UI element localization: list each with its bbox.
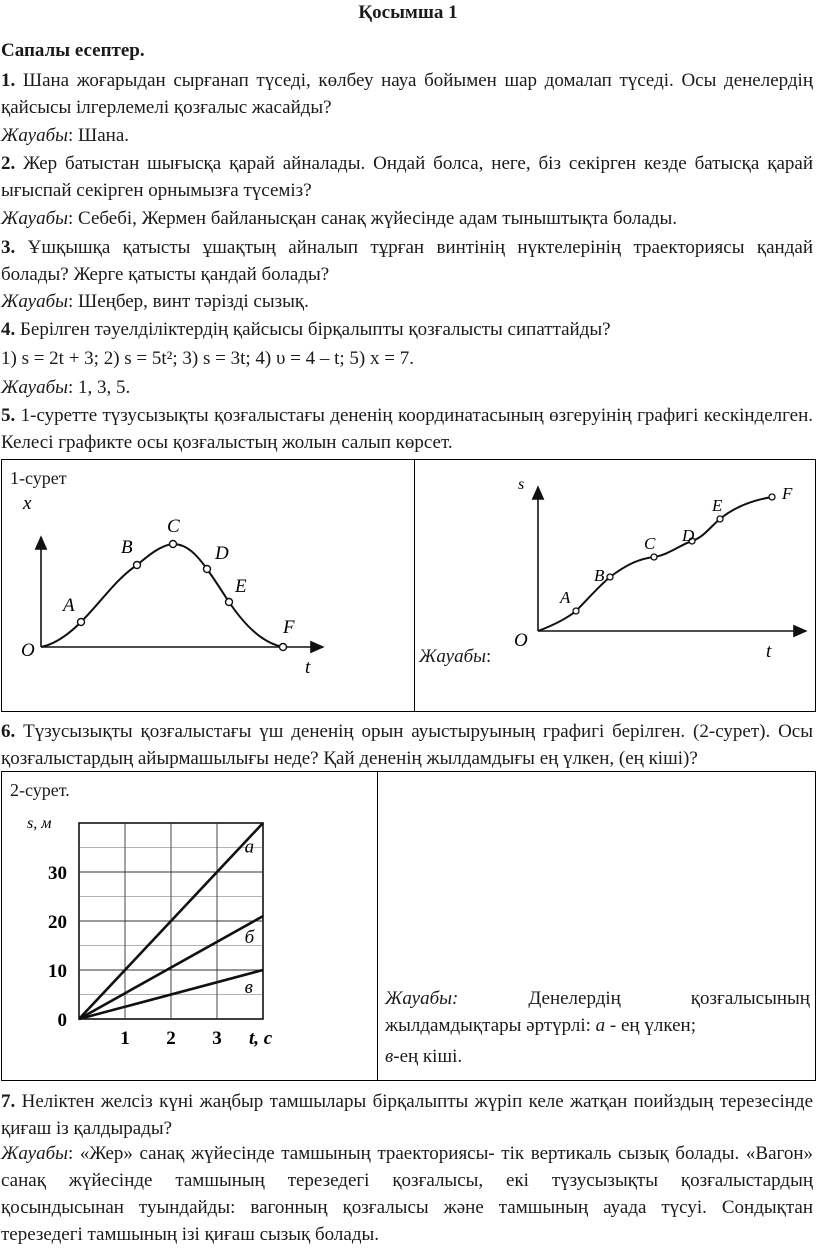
answer-6-text-1b: қозғалысының [690, 988, 810, 1009]
question-1-number: 1. [1, 70, 16, 91]
question-6-text: Түзусызықты қозғалыстағы үш дененің орын ауыстыруының графигі берілген. (2-сурет). Осы қозғалыстардың айырмашылығы неде? Қай дененің жылдамдығы ең үлкен, (ең кіші)? [1, 721, 814, 769]
figure-1-point-marker [134, 562, 141, 569]
figure-2-y-tick-label: 30 [48, 863, 67, 884]
answer-3-text: : Шеңбер, винт тәрізді сызық. [68, 291, 309, 312]
answer-2-text: : Себебі, Жермен байланысқан санақ жүйесінде адам тыныштықта болады. [68, 208, 677, 229]
figure-2-y-tick-label: 20 [48, 912, 67, 933]
figure-1-point-label: F [283, 617, 295, 638]
answer-5-text: : [486, 646, 492, 667]
question-1-text: Шана жоғарыдан сырғанап түседі, көлбеу науа бойымен шар домалап түседі. Осы денелердің қайсысы ілгерлемелі қозғалыс жасайды? [1, 70, 814, 118]
answer-6-v: в [385, 1046, 394, 1067]
answer-5-chart [414, 459, 816, 712]
answer-6-v-text: -ең кіші. [393, 1046, 463, 1067]
figure-1-x-label: t [305, 657, 311, 678]
answer-5-x-label: t [766, 641, 772, 662]
question-7-text: Неліктен желсіз күні жаңбыр тамшылары бірқалыпты жүріп келе жатқан поийздың терезесінде қиғаш із қалдырады? [1, 1091, 814, 1139]
question-3-text: Ұшқышқа қатысты ұшақтың айналып тұрған винтінің нүктелерінің траекториясы қандай болады? Жерге қатысты қандай болады? [1, 237, 813, 285]
answer-5-point-marker [573, 608, 579, 614]
answer-3-label: Жауабы [1, 291, 69, 312]
answer-4-text: : 1, 3, 5. [68, 377, 131, 398]
figure-2-y-tick-label: 0 [57, 1010, 67, 1031]
answer-2 [1, 205, 813, 232]
figure-1-point-marker [170, 541, 177, 548]
answer-6 [385, 985, 810, 1070]
figure-2-series-label: а [244, 836, 255, 858]
answer-6-a: а [595, 1015, 606, 1036]
answer-1-text: : Шана. [68, 125, 129, 146]
answer-3 [1, 288, 813, 315]
answer-6-label: Жауабы: [385, 988, 459, 1009]
figure-2-x-label: t, с [249, 1028, 273, 1049]
page-title: Қосымша 1 [358, 2, 458, 23]
question-4-number: 4. [1, 319, 16, 340]
figure-1-point-label: A [63, 595, 75, 616]
answer-7-label: Жауабы [1, 1143, 69, 1164]
figure-1-label: 1-сурет [10, 468, 67, 488]
answer-4 [1, 374, 813, 401]
answer-7-text: : «Жер» санақ жүйесінде тамшының траекториясы- тік вертикаль сызық болады. «Вагон» санақ жүйесінде тамшының терезедегі қозғалысы, екі түзусызықты қозғалыстардың қосындысынан туындайды: вагонның қозғалысы және тамшының ауада түсуі. Сондықтан терезедегі тамшының ізі қиғаш сызық болады. [1, 1143, 813, 1245]
question-4-options: 1) s = 2t + 3; 2) s = 5t²; 3) s = 3t; 4) υ = 4 – t; 5) x = 7. [1, 348, 414, 369]
answer-5-point-label: B [594, 566, 605, 585]
question-7-number: 7. [1, 1091, 16, 1112]
answer-2-label: Жауабы [1, 208, 69, 229]
question-2 [1, 150, 813, 204]
question-5-text: 1-суретте түзусызықты қозғалыстағы дененің координатасының өзгеруінің графигі кескінделген. Келесі графикте осы қозғалыстың жолын салып көрсет. [1, 405, 813, 453]
answer-6-text-1a: Денелердің [528, 988, 621, 1009]
question-1 [1, 67, 813, 121]
question-3 [1, 234, 813, 288]
question-3-number: 3. [1, 237, 16, 258]
answer-5-origin-label: O [514, 630, 528, 651]
answer-6-line-3 [385, 1043, 810, 1070]
answer-5-point-marker [607, 574, 613, 580]
answer-5 [419, 646, 491, 668]
answer-1-label: Жауабы [1, 125, 69, 146]
answer-5-point-label: D [682, 526, 695, 545]
question-2-number: 2. [1, 153, 16, 174]
figure-2-chart [1, 771, 378, 1081]
figure-1-point-marker [226, 599, 233, 606]
question-6 [1, 718, 813, 772]
answer-7 [1, 1140, 813, 1248]
figure-1-point-label: C [167, 516, 180, 537]
figure-1-curve [41, 544, 283, 647]
question-5 [1, 402, 813, 456]
figure-2-y-label: s, м [27, 815, 52, 832]
answer-5-point-marker [769, 494, 775, 500]
figure-1-origin-label: O [21, 640, 35, 661]
answer-6-a-text: - ең үлкен; [609, 1015, 696, 1036]
answer-5-point-label: E [712, 496, 723, 515]
figure-2-series-label: б [244, 927, 255, 949]
answer-5-label: Жауабы [419, 646, 487, 667]
figure-1-chart [1, 459, 415, 712]
answer-5-point-label: F [782, 484, 793, 503]
figure-1-point-label: D [215, 543, 229, 564]
figure-2-x-tick-label: 1 [120, 1028, 130, 1049]
answer-5-point-label: A [560, 588, 571, 607]
answer-6-line-1 [385, 985, 810, 1012]
answer-5-point-marker [651, 554, 657, 560]
figure-2-y-tick-label: 10 [48, 961, 67, 982]
figure-1-point-marker [204, 566, 211, 573]
figure-1-point-label: E [235, 576, 247, 597]
question-4 [1, 316, 813, 343]
question-2-text: Жер батыстан шығысқа қарай айналады. Ондай болса, неге, біз секірген кезде батысқа қарай ығыспай секірген орнымызға түсеміз? [1, 153, 813, 201]
figure-2-label: 2-сурет. [10, 780, 70, 800]
figure-1-point-label: B [121, 537, 133, 558]
figure-1-point-marker [280, 644, 287, 651]
answer-5-point-marker [717, 516, 723, 522]
figure-2-x-tick-label: 3 [212, 1028, 222, 1049]
section-heading: Сапалы есептер. [1, 40, 145, 61]
answer-1 [1, 122, 813, 149]
question-6-number: 6. [1, 721, 16, 742]
question-4-text: Берілген тәуелділіктердің қайсысы бірқалыпты қозғалысты сипаттайды? [20, 319, 611, 340]
answer-6-line-2: жылдамдықтары әртүрлі: а - ең үлкен; [385, 1015, 696, 1036]
question-5-number: 5. [1, 405, 16, 426]
figure-2-series-label: в [244, 977, 253, 999]
answer-5-y-label: s [518, 476, 525, 493]
answer-4-label: Жауабы [1, 377, 69, 398]
figure-1-y-label: x [23, 493, 32, 514]
figure-2-x-tick-label: 2 [166, 1028, 176, 1049]
question-7 [1, 1088, 813, 1142]
answer-5-point-label: C [644, 534, 656, 553]
figure-1-point-marker [78, 619, 85, 626]
